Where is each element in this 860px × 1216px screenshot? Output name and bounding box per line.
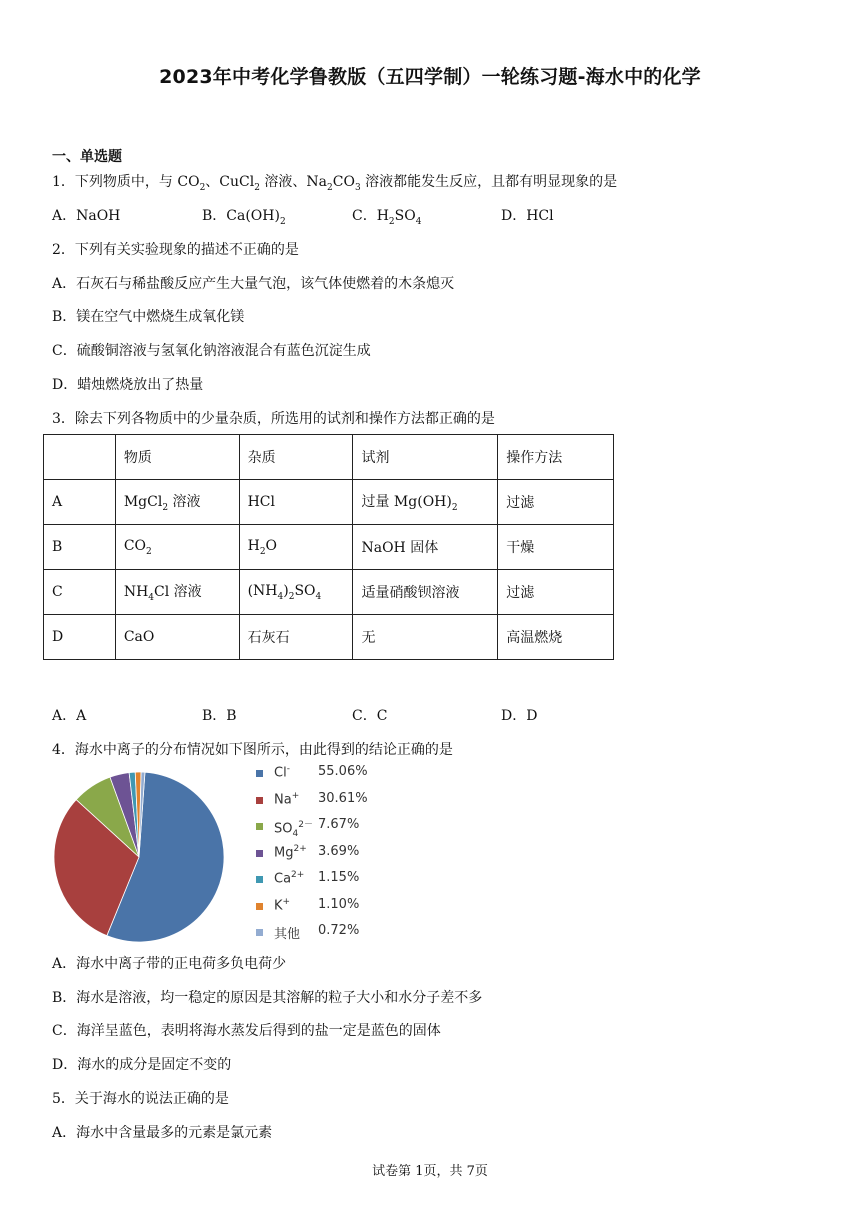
pie-slices [54,772,224,942]
subscript: 4 [277,591,284,602]
subscript: 2 [146,546,152,557]
legend-label-base: Ca [274,871,292,887]
table-row [44,570,614,615]
cell-text: SO [294,582,316,599]
legend-value: 55.06% [318,764,368,779]
table-row [44,615,614,660]
legend-value: 0.72% [318,923,360,938]
legend-value: 30.61% [318,790,368,806]
cell-text: O [265,537,278,554]
cell-text: CO [123,537,147,554]
substance-cell [115,570,239,615]
impurity-cell [239,480,353,525]
pie-legend [256,764,396,946]
question-2-option-b[interactable]: B．镁在空气中燃烧生成氧化镁 [52,309,245,325]
legend-label-base: Mg [274,844,294,860]
method-cell: 过滤 [498,570,614,615]
substance-cell: CaO [115,615,239,660]
reagent-cell: NaOH 固体 [353,525,498,570]
ion-distribution-pie-chart [50,768,228,946]
row-label: D [44,615,116,660]
subscript: 2 [259,546,266,557]
question-1-num: 1． [52,174,75,190]
option-c-mid: SO [394,208,416,224]
option-c[interactable] [352,206,421,232]
table-header-cell: 杂质 [239,435,353,480]
question-1-post: 溶液都能发生反应，且都有明显现象的是 [360,174,618,190]
legend-swatch [256,929,263,936]
subscript: 2 [279,216,286,227]
cell-text: 溶液 [168,494,201,511]
legend-swatch [256,903,263,910]
legend-item [256,844,396,870]
subscript: 3 [354,182,361,193]
legend-value: 7.67% [318,817,360,832]
question-3-options [52,706,772,726]
question-2-option-c[interactable]: C．硫酸铜溶液与氢氧化钠溶液混合有蓝色沉淀生成 [52,343,371,359]
reagent-cell [353,480,498,525]
legend-label [274,791,299,807]
option-a[interactable]: A．NaOH [52,208,121,224]
legend-item [256,923,396,949]
option-c[interactable]: C．C [352,708,388,724]
legend-item [256,817,396,843]
table-header-row [44,435,614,480]
substance-cell [115,525,239,570]
reagent-cell: 适量硝酸钡溶液 [353,570,498,615]
legend-swatch [256,876,263,883]
subscript: 4 [292,828,299,839]
legend-label [274,764,290,780]
cell-text: HCl [247,494,275,510]
reagent-cell: 无 [353,615,498,660]
cell-text: NH [123,584,149,601]
legend-value: 1.15% [318,870,360,885]
legend-label-base: 其他 [274,927,301,942]
table-header-cell: 操作方法 [498,435,614,480]
question-1-mid3: CO [332,174,355,190]
superscript: - [286,764,290,774]
impurity-cell [239,525,353,570]
cell-text: 过量 Mg(OH) [361,494,452,511]
question-1-mid2: 溶液、Na [259,174,327,190]
legend-swatch [256,797,263,804]
question-4-option-a[interactable]: A．海水中离子带的正电荷多负电荷少 [52,956,287,972]
subscript: 2 [327,182,333,193]
question-1-options [52,206,772,226]
question-2: 2．下列有关实验现象的描述不正确的是 [52,242,299,258]
impurity-cell [239,570,353,615]
table-row [44,480,614,525]
question-4: 4．海水中离子的分布情况如下图所示，由此得到的结论正确的是 [52,742,453,758]
page-title: 2023年中考化学鲁教版（五四学制）一轮练习题-海水中的化学 [159,66,701,88]
option-c-text: C．H [352,208,389,224]
legend-label-base: Na [274,791,292,807]
question-3: 3．除去下列各物质中的少量杂质，所选用的试剂和操作方法都正确的是 [52,411,495,427]
question-4-option-d[interactable]: D．海水的成分是固定不变的 [52,1057,232,1073]
row-label: A [44,480,116,525]
subscript: 2 [288,591,295,602]
question-2-option-a[interactable]: A．石灰石与稀盐酸反应产生大量气泡，该气体使燃着的木条熄灭 [52,276,455,292]
legend-value: 1.10% [318,896,360,912]
legend-swatch [256,823,263,830]
question-1 [52,172,617,198]
legend-item [256,764,396,790]
legend-label [274,817,313,839]
legend-item [256,791,396,817]
option-a[interactable]: A．A [52,708,87,724]
substance-cell [115,480,239,525]
subscript: 4 [415,216,422,227]
legend-label-base: SO [274,821,293,837]
cell-text: MgCl [123,494,163,511]
subscript: 2 [388,216,395,227]
cell-text: ) [283,582,289,599]
subscript: 4 [315,591,322,602]
method-cell: 高温燃烧 [498,615,614,660]
table-header-cell: 物质 [115,435,239,480]
row-label: C [44,570,116,615]
subscript: 2 [451,502,458,513]
legend-value: 3.69% [318,843,360,859]
option-d[interactable]: D．HCl [501,208,554,224]
cell-text: H [247,537,260,554]
question-5-option-a[interactable]: A．海水中含量最多的元素是氯元素 [52,1125,273,1141]
impurity-table [43,434,614,660]
table-row [44,525,614,570]
legend-swatch [256,770,263,777]
legend-label [274,844,307,860]
subscript: 2 [254,182,260,193]
table-header-cell: 试剂 [353,435,498,480]
option-b-text: B．Ca(OH) [202,208,280,224]
legend-label-base: Cl [274,765,287,781]
section-heading: 一、单选题 [52,149,122,165]
option-b[interactable]: B．B [202,708,237,724]
question-4-option-b[interactable]: B．海水是溶液，均一稳定的原因是其溶解的粒子大小和水分子差不多 [52,990,483,1006]
option-b[interactable] [202,206,286,232]
page-footer: 试卷第 1页，共 7页 [372,1164,488,1179]
superscript: 2+ [293,843,307,854]
question-1-mid1: 、CuCl [205,174,255,190]
superscript: + [282,896,291,907]
legend-item [256,870,396,896]
superscript: 2+ [291,870,305,880]
legend-label [274,923,300,942]
cell-text: (NH [247,582,278,599]
option-d[interactable]: D．D [501,708,538,724]
impurity-cell: 石灰石 [239,615,353,660]
legend-swatch [256,850,263,857]
method-cell: 过滤 [498,480,614,525]
superscript: 2－ [298,820,313,830]
table-header-cell [44,435,116,480]
method-cell: 干燥 [498,525,614,570]
legend-label-base: K [274,897,283,913]
legend-label [274,870,304,886]
question-5: 5．关于海水的说法正确的是 [52,1091,229,1107]
question-4-option-c[interactable]: C．海洋呈蓝色，表明将海水蒸发后得到的盐一定是蓝色的固体 [52,1023,441,1039]
legend-item [256,897,396,923]
legend-label [274,897,290,913]
superscript: + [291,790,300,801]
subscript: 2 [199,182,206,193]
cell-text: Cl 溶液 [154,584,202,601]
subscript: 4 [148,592,155,603]
question-2-option-d[interactable]: D．蜡烛燃烧放出了热量 [52,377,204,393]
row-label: B [44,525,116,570]
question-1-pre: 下列物质中，与 CO [74,174,200,190]
subscript: 2 [162,502,169,513]
